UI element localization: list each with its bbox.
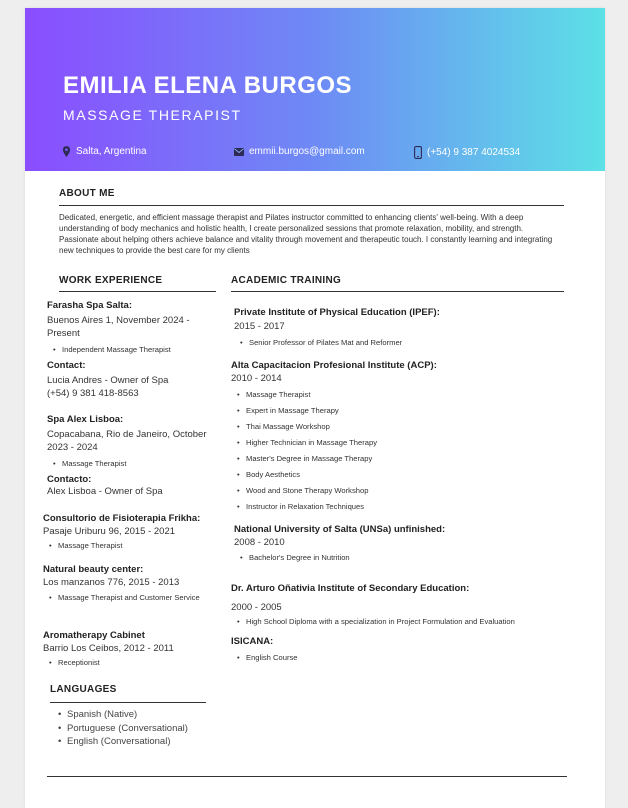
edu-onativia xyxy=(231,583,564,630)
phone-contact xyxy=(414,146,520,159)
resume-page xyxy=(25,8,605,808)
edu-isicana xyxy=(231,636,564,666)
edu-school: Dr. Arturo Oñativia Institute of Secondary Education: xyxy=(231,583,470,594)
edu-years: 2010 - 2014 xyxy=(231,373,282,384)
email-text[interactable]: emmii.burgos@gmail.com xyxy=(249,146,365,157)
list-item: • Receptionist xyxy=(43,655,213,671)
work-title: WORK EXPERIENCE xyxy=(59,275,163,286)
edu-items xyxy=(231,387,564,515)
email-contact xyxy=(234,146,365,157)
job-company: Spa Alex Lisboa: xyxy=(47,414,124,425)
job-company: Natural beauty center: xyxy=(43,564,144,575)
job-duties xyxy=(43,655,213,671)
location-text: Salta, Argentina xyxy=(76,146,147,157)
edu-ipef xyxy=(234,307,564,351)
languages-divider xyxy=(50,702,206,703)
list-item: • Massage Therapist xyxy=(47,456,217,472)
list-item: • Massage Therapist xyxy=(231,387,564,403)
edu-years: 2015 - 2017 xyxy=(234,321,285,332)
list-item: • Thai Massage Workshop xyxy=(231,419,564,435)
edu-years: 2000 - 2005 xyxy=(231,602,282,613)
edu-unsa xyxy=(234,524,564,566)
job-duties xyxy=(47,456,217,472)
contact-name: Lucia Andres - Owner of Spa xyxy=(47,375,169,386)
languages-title: LANGUAGES xyxy=(50,684,117,695)
contact-label: Contact: xyxy=(47,360,86,371)
list-item: • Massage Therapist xyxy=(43,538,223,554)
academic-divider xyxy=(231,291,564,292)
contact-alex-lisboa xyxy=(47,474,217,498)
language-item: • Portuguese (Conversational) xyxy=(53,722,188,736)
job-farasha xyxy=(47,300,217,358)
list-item: • English Course xyxy=(231,650,564,666)
list-item: • Higher Technician in Massage Therapy xyxy=(231,435,564,451)
job-title: MASSAGE THERAPIST xyxy=(63,107,242,123)
job-detail: Copacabana, Rio de Janeiro, October 2023 - 2024 xyxy=(47,429,207,453)
language-item: • English (Conversational) xyxy=(53,735,188,749)
list-item: • Body Aesthetics xyxy=(231,467,564,483)
about-text: Dedicated, energetic, and efficient massage therapist and Pilates instructor committed to enhancing clients' well-being. With a deep understanding of body mechanics and holistic health, I create personalized sessions that promote relaxation, mobility, and strength. Passionate about helping others achieve balance and vitality through movement and therapeutic touch. I constantly learning and integrating new techniques to provide the best care for my clients xyxy=(59,213,553,255)
about-title: ABOUT ME xyxy=(59,188,115,199)
job-company: Aromatherapy Cabinet xyxy=(43,630,145,641)
edu-years: 2008 - 2010 xyxy=(234,537,285,548)
job-aromatherapy xyxy=(43,630,213,671)
mobile-phone-icon xyxy=(414,146,422,159)
job-detail: Los manzanos 776, 2015 - 2013 xyxy=(43,577,180,588)
edu-school: ISICANA: xyxy=(231,636,274,647)
job-duties xyxy=(43,538,223,554)
edu-items xyxy=(234,550,564,566)
location-pin-icon xyxy=(62,146,71,157)
job-natural-beauty xyxy=(43,564,213,604)
edu-items xyxy=(231,614,564,630)
list-item: • Independent Massage Therapist xyxy=(47,342,217,358)
job-detail: Barrio Los Ceibos, 2012 - 2011 xyxy=(43,643,174,654)
edu-school: Alta Capacitacion Profesional Institute (ACP): xyxy=(231,360,437,371)
contact-farasha xyxy=(47,360,217,400)
location-contact xyxy=(62,146,147,157)
list-item: • Massage Therapist and Customer Service xyxy=(43,591,213,604)
edu-acp xyxy=(231,360,564,515)
job-company: Consultorio de Fisioterapia Frikha: xyxy=(43,513,201,524)
contact-name: Alex Lisboa - Owner of Spa xyxy=(47,486,163,497)
footer-divider xyxy=(47,776,567,777)
edu-items xyxy=(231,650,564,666)
job-duties xyxy=(47,342,217,358)
job-frikha xyxy=(43,513,223,554)
list-item: • Master's Degree in Massage Therapy xyxy=(231,451,564,467)
header-banner xyxy=(25,8,605,171)
full-name: EMILIA ELENA BURGOS xyxy=(63,72,353,99)
language-item: • Spanish (Native) xyxy=(53,708,188,722)
academic-title: ACADEMIC TRAINING xyxy=(231,275,342,286)
languages-list xyxy=(53,708,188,749)
work-divider xyxy=(59,291,216,292)
list-item: • Wood and Stone Therapy Workshop xyxy=(231,483,564,499)
envelope-icon xyxy=(234,148,244,156)
list-item: • High School Diploma with a specialization in Project Formulation and Evaluation xyxy=(231,614,564,630)
phone-text[interactable]: (+54) 9 387 4024534 xyxy=(427,147,521,158)
edu-school: Private Institute of Physical Education (IPEF): xyxy=(234,307,440,318)
list-item: • Instructor in Relaxation Techniques xyxy=(231,499,564,515)
list-item: • Senior Professor of Pilates Mat and Reformer xyxy=(234,335,564,351)
job-duties xyxy=(43,591,213,604)
list-item: • Expert in Massage Therapy xyxy=(231,403,564,419)
edu-items xyxy=(234,335,564,351)
list-item: • Bachelor's Degree in Nutrition xyxy=(234,550,564,566)
contact-phone: (+54) 9 381 418-8563 xyxy=(47,388,139,399)
edu-school: National University of Salta (UNSa) unfinished: xyxy=(234,524,446,535)
job-company: Farasha Spa Salta: xyxy=(47,300,133,311)
job-detail: Pasaje Uriburu 96, 2015 - 2021 xyxy=(43,526,176,537)
job-alex-lisboa xyxy=(47,414,217,472)
job-detail: Buenos Aires 1, November 2024 - Present xyxy=(47,315,190,339)
about-divider xyxy=(59,205,564,206)
contact-label: Contacto: xyxy=(47,474,92,485)
